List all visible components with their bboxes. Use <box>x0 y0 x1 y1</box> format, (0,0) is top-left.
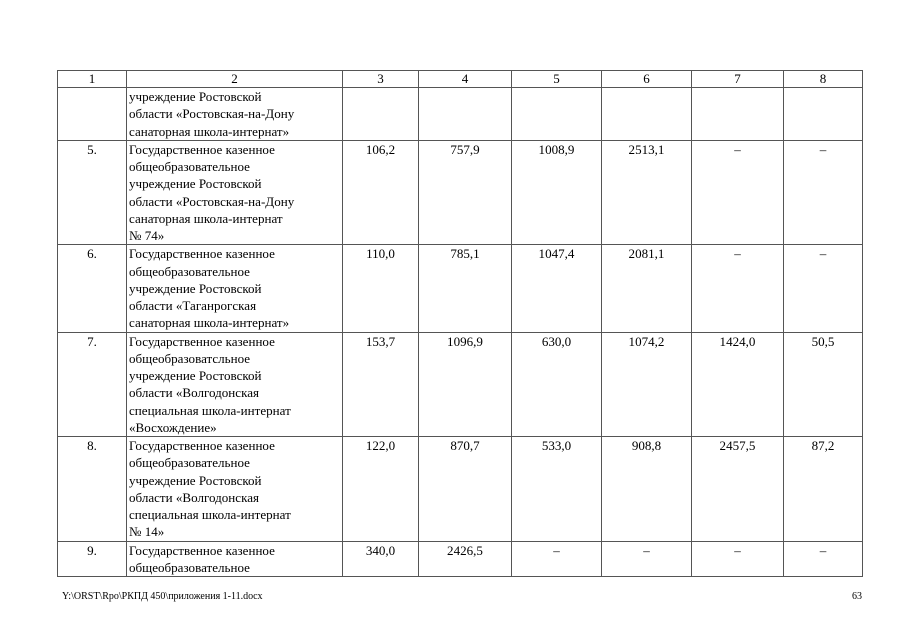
value-cell-6: 1074,2 <box>602 332 692 437</box>
column-header: 8 <box>784 71 863 88</box>
column-header: 3 <box>343 71 419 88</box>
table-row <box>58 88 863 141</box>
institution-name-cell: Государственное казенное общеобразовательное учреждение Ростовской области «Волгодонская специальная школа-интернат № 14» <box>127 437 343 542</box>
row-number-cell: 5. <box>58 140 127 245</box>
row-number-cell: 8. <box>58 437 127 542</box>
data-table <box>57 70 863 577</box>
column-header: 7 <box>692 71 784 88</box>
institution-name-cell: Государственное казенное общеобразоватсльное учреждение Ростовской области «Волгодонская специальная школа-интернат «Восхождение» <box>127 332 343 437</box>
value-cell-7: 2457,5 <box>692 437 784 542</box>
institution-name-cell: Государственное казенное общеобразовательное учреждение Ростовской области «Ростовская-на-Дону санаторная школа-интернат № 74» <box>127 140 343 245</box>
value-cell-8: 50,5 <box>784 332 863 437</box>
footer-file-path: Y:\ORST\Rpo\РКПД 450\приложения 1-11.docx <box>62 591 263 602</box>
value-cell-8 <box>784 88 863 141</box>
value-cell-7: – <box>692 140 784 245</box>
institution-name-cell: Государственное казенное общеобразовательное <box>127 541 343 577</box>
column-header: 5 <box>512 71 602 88</box>
institution-name-cell: учреждение Ростовской области «Ростовская-на-Дону санаторная школа-интернат» <box>127 88 343 141</box>
value-cell-4 <box>419 88 512 141</box>
value-cell-5: 630,0 <box>512 332 602 437</box>
value-cell-4: 1096,9 <box>419 332 512 437</box>
value-cell-5: 1047,4 <box>512 245 602 332</box>
table-row <box>58 437 863 542</box>
table-header-row <box>58 71 863 88</box>
row-number-cell: 6. <box>58 245 127 332</box>
value-cell-4: 2426,5 <box>419 541 512 577</box>
value-cell-3: 122,0 <box>343 437 419 542</box>
value-cell-3: 340,0 <box>343 541 419 577</box>
table-row <box>58 140 863 245</box>
table-row <box>58 541 863 577</box>
table-row <box>58 332 863 437</box>
table-row <box>58 245 863 332</box>
value-cell-6: 908,8 <box>602 437 692 542</box>
page-number: 63 <box>852 591 862 602</box>
value-cell-3 <box>343 88 419 141</box>
value-cell-6: 2081,1 <box>602 245 692 332</box>
column-header: 4 <box>419 71 512 88</box>
value-cell-5: 1008,9 <box>512 140 602 245</box>
value-cell-6: – <box>602 541 692 577</box>
value-cell-3: 153,7 <box>343 332 419 437</box>
row-number-cell <box>58 88 127 141</box>
value-cell-3: 106,2 <box>343 140 419 245</box>
value-cell-5 <box>512 88 602 141</box>
column-header: 2 <box>127 71 343 88</box>
row-number-cell: 7. <box>58 332 127 437</box>
value-cell-6 <box>602 88 692 141</box>
value-cell-3: 110,0 <box>343 245 419 332</box>
value-cell-7: – <box>692 245 784 332</box>
value-cell-8: – <box>784 541 863 577</box>
value-cell-4: 757,9 <box>419 140 512 245</box>
column-header: 6 <box>602 71 692 88</box>
institution-name-cell: Государственное казенное общеобразовательное учреждение Ростовской области «Таганрогская санаторная школа-интернат» <box>127 245 343 332</box>
value-cell-5: – <box>512 541 602 577</box>
value-cell-7: 1424,0 <box>692 332 784 437</box>
value-cell-7: – <box>692 541 784 577</box>
value-cell-6: 2513,1 <box>602 140 692 245</box>
value-cell-7 <box>692 88 784 141</box>
value-cell-4: 785,1 <box>419 245 512 332</box>
value-cell-8: – <box>784 140 863 245</box>
value-cell-4: 870,7 <box>419 437 512 542</box>
value-cell-8: 87,2 <box>784 437 863 542</box>
row-number-cell: 9. <box>58 541 127 577</box>
column-header: 1 <box>58 71 127 88</box>
value-cell-8: – <box>784 245 863 332</box>
value-cell-5: 533,0 <box>512 437 602 542</box>
